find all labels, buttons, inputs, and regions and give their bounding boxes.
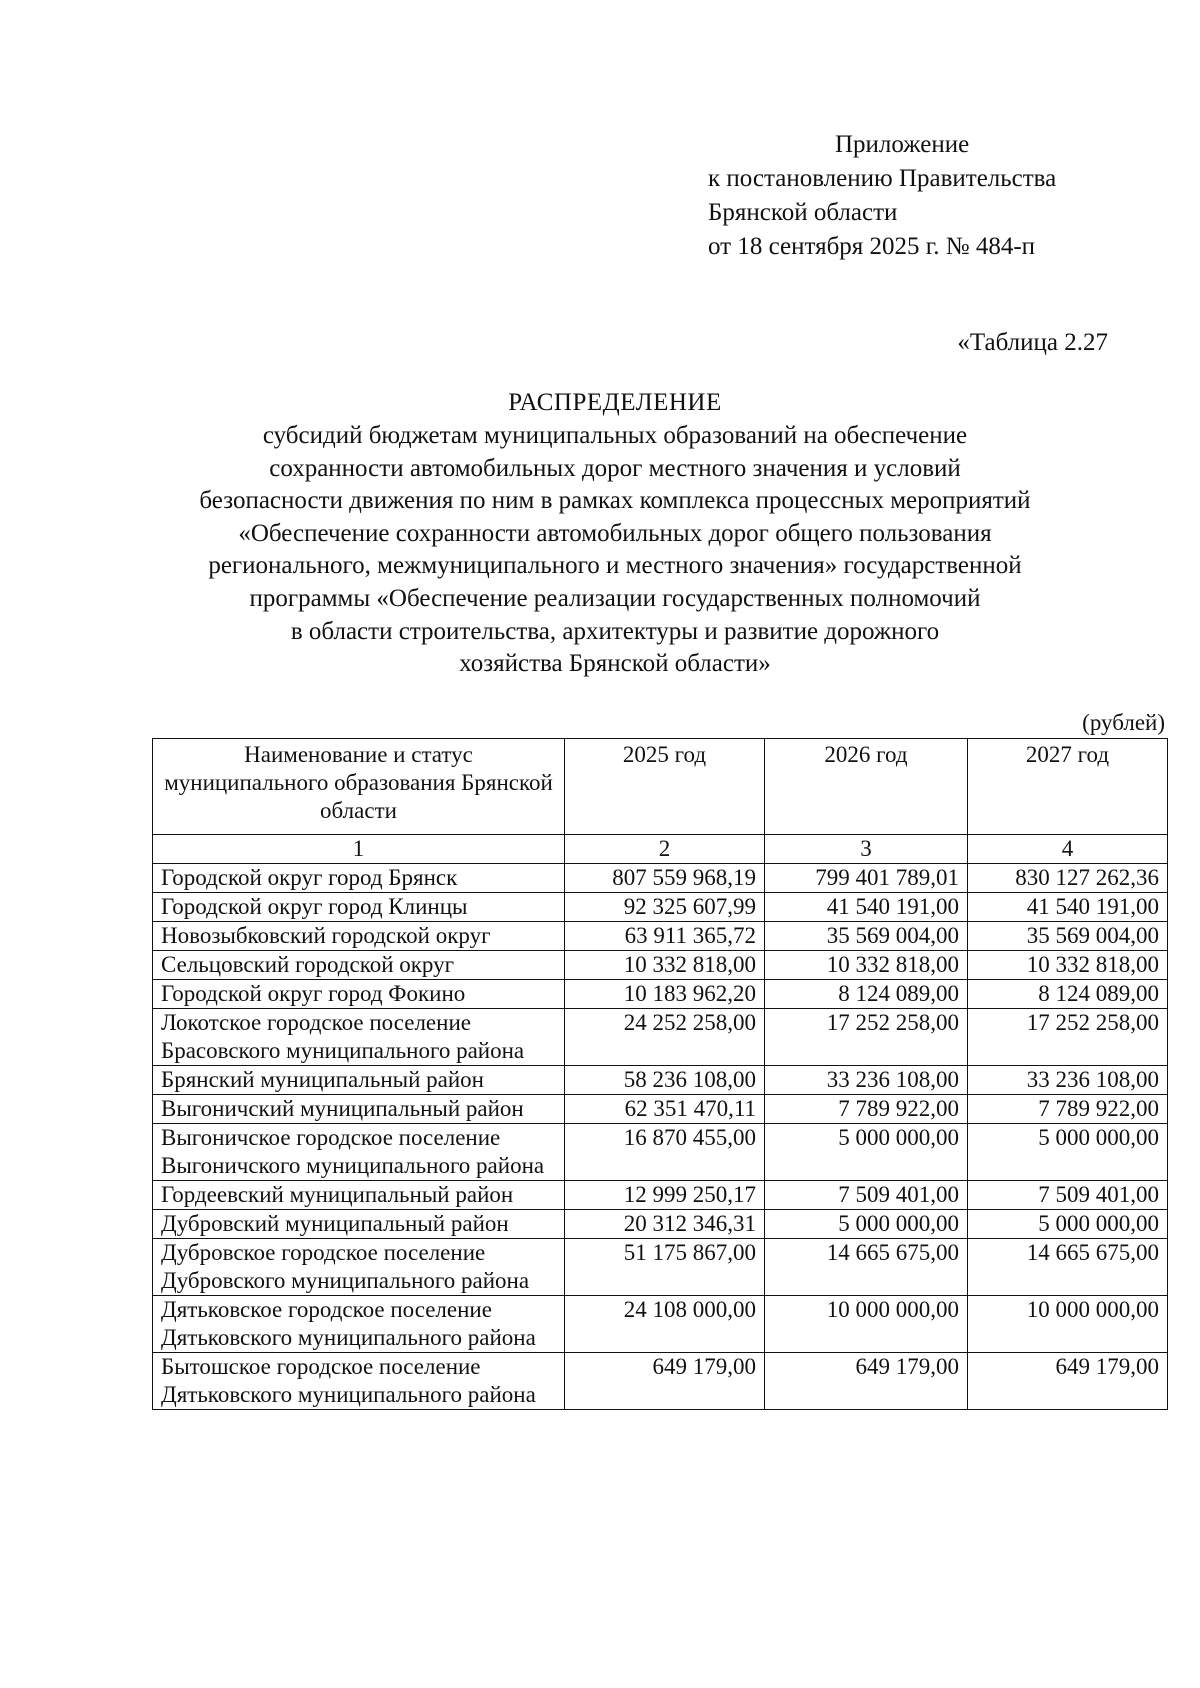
value-2025: 12 999 250,17 [565,1181,765,1210]
table-row [153,1124,1168,1181]
title-line: сохранности автомобильных дорог местного значения и условий [269,454,961,482]
column-number: 4 [968,835,1168,864]
value-2025: 51 175 867,00 [565,1239,765,1296]
row-name: Выгоничское городское поселение Выгоничского муниципального района [153,1124,565,1181]
title-line: в области строительства, архитектуры и развитие дорожного [290,617,940,645]
title-line: хозяйства Брянской области» [459,650,771,678]
value-2025: 58 236 108,00 [565,1066,765,1095]
value-2025: 63 911 365,72 [565,922,765,951]
value-2026: 10 000 000,00 [765,1296,968,1353]
row-name: Новозыбковский городской округ [153,922,565,951]
appendix-region: Брянской области [708,199,898,226]
value-2025: 649 179,00 [565,1353,765,1410]
value-2026: 33 236 108,00 [765,1066,968,1095]
value-2027: 5 000 000,00 [968,1124,1168,1181]
value-2025: 16 870 455,00 [565,1124,765,1181]
column-number: 3 [765,835,968,864]
row-name: Дубровский муниципальный район [153,1210,565,1239]
row-name: Локотское городское поселение Брасовского муниципального района [153,1009,565,1066]
table-header-row [153,739,1168,835]
column-number-row [153,835,1168,864]
title-line: программы «Обеспечение реализации государственных полномочий [249,584,981,612]
value-2025: 24 252 258,00 [565,1009,765,1066]
value-2025: 24 108 000,00 [565,1296,765,1353]
appendix-block [708,128,1056,264]
row-name: Городской округ город Клинцы [153,893,565,922]
value-2027: 5 000 000,00 [968,1210,1168,1239]
value-2025: 807 559 968,19 [565,864,765,893]
appendix-date-number: от 18 сентября 2025 г. № 484-п [708,233,1036,260]
units-label: (рублей) [1082,710,1165,735]
value-2027: 649 179,00 [968,1353,1168,1410]
value-2026: 5 000 000,00 [765,1210,968,1239]
table-row [153,1181,1168,1210]
title-line: регионального, межмуниципального и местного значения» государственной [208,552,1022,580]
value-2026: 14 665 675,00 [765,1239,968,1296]
table-row [153,1239,1168,1296]
header-2027: 2027 год [968,739,1168,835]
value-2025: 62 351 470,11 [565,1095,765,1124]
table-row [153,893,1168,922]
row-name: Городской округ город Брянск [153,864,565,893]
value-2025: 10 183 962,20 [565,980,765,1009]
table-row [153,864,1168,893]
row-name: Бытошское городское поселение Дятьковского муниципального района [153,1353,565,1410]
row-name: Брянский муниципальный район [153,1066,565,1095]
value-2026: 17 252 258,00 [765,1009,968,1066]
header-2025: 2025 год [565,739,765,835]
row-name: Городской округ город Фокино [153,980,565,1009]
header-2026: 2026 год [765,739,968,835]
value-2027: 10 332 818,00 [968,951,1168,980]
value-2026: 7 789 922,00 [765,1095,968,1124]
table-row [153,922,1168,951]
value-2026: 799 401 789,01 [765,864,968,893]
value-2027: 10 000 000,00 [968,1296,1168,1353]
title-line: безопасности движения по ним в рамках комплекса процессных мероприятий [199,487,1031,515]
row-name: Гордеевский муниципальный район [153,1181,565,1210]
table-row [153,1095,1168,1124]
column-number: 1 [153,835,565,864]
table-row [153,1066,1168,1095]
row-name: Выгоничский муниципальный район [153,1095,565,1124]
document-title [150,386,1080,681]
table-row [153,1353,1168,1410]
value-2025: 20 312 346,31 [565,1210,765,1239]
title-line: «Обеспечение сохранности автомобильных дорог общего пользования [238,519,992,547]
appendix-resolution: к постановлению Правительства [708,165,1057,192]
value-2027: 7 509 401,00 [968,1181,1168,1210]
title-line: субсидий бюджетам муниципальных образований на обеспечение [262,422,968,449]
value-2025: 92 325 607,99 [565,893,765,922]
value-2027: 8 124 089,00 [968,980,1168,1009]
value-2026: 10 332 818,00 [765,951,968,980]
value-2027: 35 569 004,00 [968,922,1168,951]
value-2027: 7 789 922,00 [968,1095,1168,1124]
table-reference: «Таблица 2.27 [957,329,1108,356]
row-name: Сельцовский городской округ [153,951,565,980]
table-row [153,1009,1168,1066]
value-2026: 5 000 000,00 [765,1124,968,1181]
table-row [153,1210,1168,1239]
row-name: Дубровское городское поселение Дубровского муниципального района [153,1239,565,1296]
value-2026: 35 569 004,00 [765,922,968,951]
subsidy-table [152,738,1168,1410]
table-row [153,980,1168,1009]
column-number: 2 [565,835,765,864]
value-2026: 649 179,00 [765,1353,968,1410]
value-2027: 41 540 191,00 [968,893,1168,922]
value-2026: 7 509 401,00 [765,1181,968,1210]
value-2027: 14 665 675,00 [968,1239,1168,1296]
title-heading: РАСПРЕДЕЛЕНИЕ [508,389,722,416]
value-2026: 8 124 089,00 [765,980,968,1009]
appendix-title: Приложение [835,131,970,158]
value-2027: 830 127 262,36 [968,864,1168,893]
table-row [153,951,1168,980]
row-name: Дятьковское городское поселение Дятьковского муниципального района [153,1296,565,1353]
value-2026: 41 540 191,00 [765,893,968,922]
table-row [153,1296,1168,1353]
value-2027: 17 252 258,00 [968,1009,1168,1066]
value-2027: 33 236 108,00 [968,1066,1168,1095]
value-2025: 10 332 818,00 [565,951,765,980]
header-name: Наименование и статус муниципального образования Брянской области [153,739,565,835]
